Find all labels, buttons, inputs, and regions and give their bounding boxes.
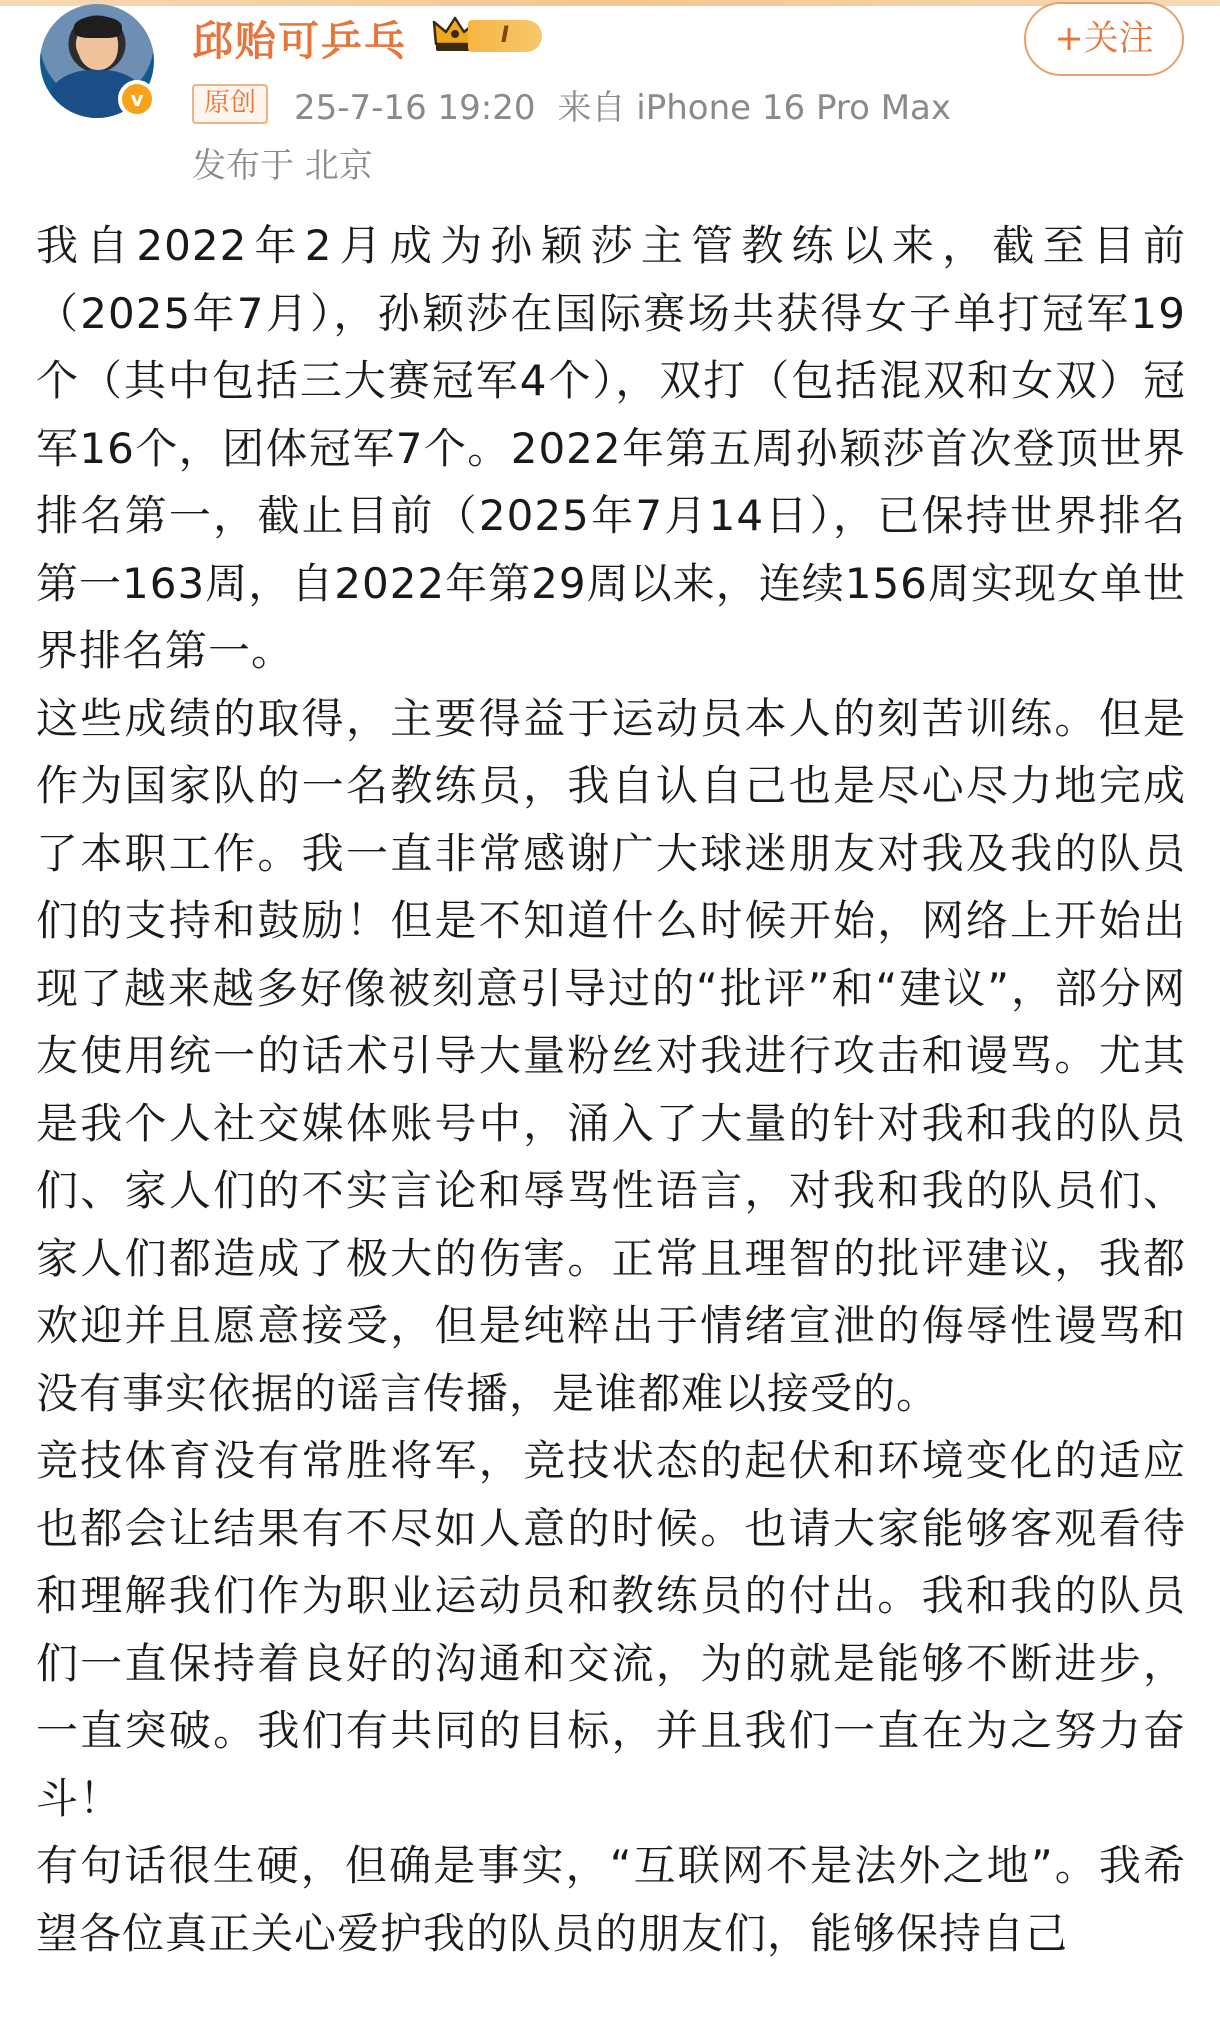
follow-button[interactable]: +关注 <box>1024 2 1184 76</box>
avatar-hair-shape <box>74 16 122 38</box>
username[interactable]: 邱贻可乒乓 <box>192 17 407 65</box>
post-source[interactable]: 来自 iPhone 16 Pro Max <box>557 88 951 128</box>
post-paragraph: 这些成绩的取得，主要得益于运动员本人的刻苦训练。但是作为国家队的一名教练员，我自认自己也是尽心尽力地完成了本职工作。我一直非常感谢广大球迷朋友对我及我的队员们的支持和鼓励！但是不知道什么时候开始，网络上开始出现了越来越多好像被刻意引导过的“批评”和“建议”，部分网友使用统一的话术引导大量粉丝对我进行攻击和谩骂。尤其是我个人社交媒体账号中，涌入了大量的针对我和我的队员们、家人们的不实言论和辱骂性语言，对我和我的队员们、家人们都造成了极大的伤害。正常且理智的批评建议，我都欢迎并且愿意接受，但是纯粹出于情绪宣泄的侮辱性谩骂和没有事实依据的谣言传播，是谁都难以接受的。 <box>36 693 1186 1418</box>
verified-icon: v <box>118 80 156 118</box>
post-paragraph: 竞技体育没有常胜将军，竞技状态的起伏和环境变化的适应也都会让结果有不尽如人意的时候。也请大家能够客观看待和理解我们作为职业运动员和教练员的付出。我和我的队员们一直保持着良好的沟通和交流，为的就是能够不断进步，一直突破。我们有共同的目标，并且我们一直在为之努力奋斗！ <box>36 1436 1186 1823</box>
original-tag: 原创 <box>192 84 268 124</box>
post-paragraph: 有句话很生硬，但确是事实，“互联网不是法外之地”。我希望各位真正关心爱护我的队员的朋友们，能够保持自己 <box>36 1841 1186 1958</box>
post-paragraph: 我自2022年2月成为孙颖莎主管教练以来，截至目前（2025年7月），孙颖莎在国际赛场共获得女子单打冠军19个（其中包括三大赛冠军4个），双打（包括混双和女双）冠军16个，团体冠军7个。2022年第五周孙颖莎首次登顶世界排名第一，截止目前（2025年7月14日），已保持世界排名第一163周，自2022年第29周以来，连续156周实现女单世界排名第一。 <box>36 221 1186 675</box>
post-location: 发布于 北京 <box>192 146 373 186</box>
post-body <box>36 212 1186 1967</box>
post-meta <box>294 80 951 129</box>
post-header <box>0 0 1220 200</box>
post-timestamp: 25-7-16 19:20 <box>294 88 536 128</box>
level-badge: I <box>468 20 542 52</box>
